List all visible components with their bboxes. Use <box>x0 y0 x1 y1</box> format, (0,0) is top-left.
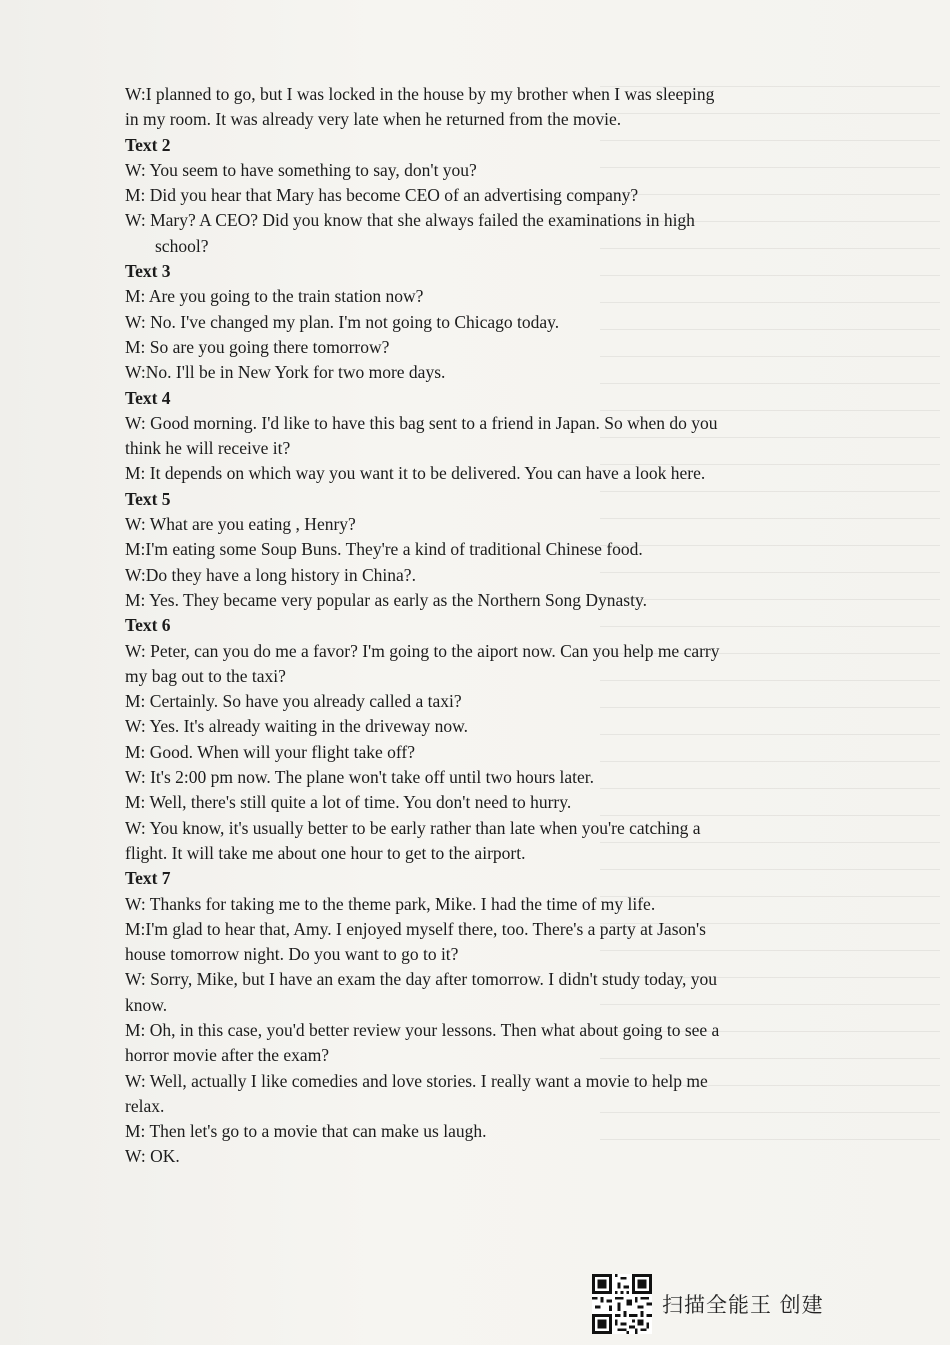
dialogue-line: M:I'm glad to hear that, Amy. I enjoyed myself there, too. There's a party at Jason's <box>125 918 706 939</box>
dialogue-line: M: Well, there's still quite a lot of time. You don't need to hurry. <box>125 792 572 813</box>
dialogue-line: M: So are you going there tomorrow? <box>125 336 390 357</box>
dialogue-line: W: Thanks for taking me to the theme park, Mike. I had the time of my life. <box>125 893 656 914</box>
dialogue-line: W: No. I've changed my plan. I'm not going to Chicago today. <box>125 311 560 332</box>
dialogue-line: W:Do they have a long history in China?. <box>125 564 416 585</box>
dialogue-line: W: Mary? A CEO? Did you know that she always failed the examinations in high <box>125 210 695 231</box>
listening-transcript <box>125 82 815 1170</box>
dialogue-line: W: It's 2:00 pm now. The plane won't take off until two hours later. <box>125 767 595 788</box>
dialogue-line: relax. <box>125 1095 165 1116</box>
section-heading-text-7: Text 7 <box>125 868 171 889</box>
dialogue-line: M: Yes. They became very popular as early as the Northern Song Dynasty. <box>125 589 647 610</box>
dialogue-line: think he will receive it? <box>125 438 291 459</box>
dialogue-line: M:I'm eating some Soup Buns. They're a kind of traditional Chinese food. <box>125 539 643 560</box>
section-heading-text-4: Text 4 <box>125 387 171 408</box>
dialogue-line: W:I planned to go, but I was locked in the house by my brother when I was sleeping <box>125 84 715 104</box>
dialogue-line: W: You seem to have something to say, don't you? <box>125 159 477 180</box>
dialogue-line: my bag out to the taxi? <box>125 665 286 686</box>
dialogue-line: M: It depends on which way you want it to be delivered. You can have a look here. <box>125 463 706 484</box>
dialogue-line: W: What are you eating , Henry? <box>125 514 356 535</box>
dialogue-line: M: Did you hear that Mary has become CEO of an advertising company? <box>125 185 639 206</box>
scanner-watermark <box>592 1273 852 1335</box>
dialogue-line: W:No. I'll be in New York for two more days. <box>125 362 446 383</box>
dialogue-line: W: Well, actually I like comedies and love stories. I really want a movie to help me <box>125 1070 708 1091</box>
qr-code-icon <box>592 1274 652 1334</box>
dialogue-line: school? <box>155 235 209 256</box>
dialogue-line: W: OK. <box>125 1146 180 1167</box>
dialogue-line: M: Are you going to the train station now? <box>125 286 424 307</box>
dialogue-line: W: Yes. It's already waiting in the driveway now. <box>125 716 469 737</box>
dialogue-line: know. <box>125 994 168 1015</box>
dialogue-line: flight. It will take me about one hour to get to the airport. <box>125 842 526 863</box>
section-heading-text-5: Text 5 <box>125 488 171 509</box>
section-heading-text-2: Text 2 <box>125 134 171 155</box>
dialogue-line: W: You know, it's usually better to be early rather than late when you're catching a <box>125 817 701 838</box>
dialogue-line: M: Good. When will your flight take off? <box>125 741 415 762</box>
dialogue-line: in my room. It was already very late when he returned from the movie. <box>125 109 622 130</box>
section-heading-text-3: Text 3 <box>125 261 171 282</box>
dialogue-line: horror movie after the exam? <box>125 1045 330 1066</box>
dialogue-line: house tomorrow night. Do you want to go to it? <box>125 944 459 965</box>
dialogue-line: M: Oh, in this case, you'd better review your lessons. Then what about going to see a <box>125 1019 720 1040</box>
dialogue-line: W: Peter, can you do me a favor? I'm going to the aiport now. Can you help me carry <box>125 640 720 661</box>
dialogue-line: W: Good morning. I'd like to have this bag sent to a friend in Japan. So when do you <box>125 412 718 433</box>
dialogue-line: M: Then let's go to a movie that can make us laugh. <box>125 1121 487 1142</box>
scanner-app-label: 扫描全能王 创建 <box>662 1293 824 1317</box>
section-heading-text-6: Text 6 <box>125 615 171 636</box>
dialogue-line: M: Certainly. So have you already called a taxi? <box>125 691 462 712</box>
dialogue-line: W: Sorry, Mike, but I have an exam the day after tomorrow. I didn't study today, you <box>125 969 718 990</box>
